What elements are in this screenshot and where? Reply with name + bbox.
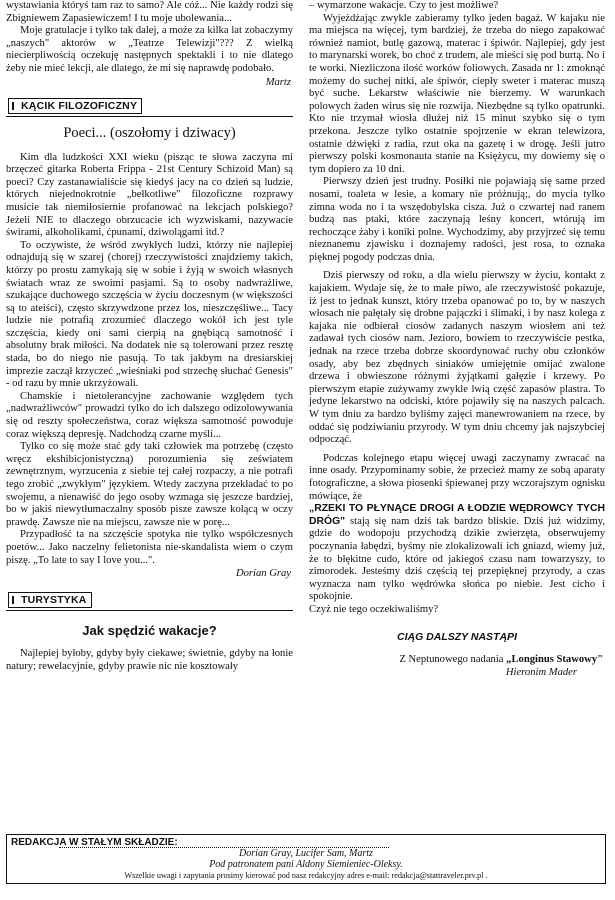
- editorial-contact: Wszelkie uwagi i zapytania prosimy kierować pod nasz redakcyjny adres e-mail: redakcja@stattraveler.prv.pl .: [124, 871, 488, 880]
- section-header-tourism: [6, 590, 293, 611]
- credit-prefix: Z Neptunowego nadania: [399, 653, 504, 665]
- right-column: [309, 0, 605, 679]
- holidays-paragraph-4: Pierwszy dzień jest trudny. Posiłki nie pojawiają się same przed nosami, toaleta w lesie, a komary nie próżnują;, do mycia tylko zimna woda no i ta wszędobylska cisza. Już o czwartej nad ranem budzą nas ptaki, które zaczynają leśny koncert, wtórują im rechoczące żaby i koniki polne. Wychodzimy, aby przyjrzeć się temu nieznanemu zjawisku i doznajemy radości, jest rosa, to oznaka pięknej pogody podczas dnia.: [309, 176, 605, 263]
- section-divider: [6, 610, 293, 611]
- section-tag-philosophy: KĄCIK FILOZOFICZNY: [8, 98, 142, 114]
- poets-paragraph-5: Przypadłość ta na szczęście spotyka nie tylko współczesnych poetów... Jako naczelny felietonista nie-skandalista wiem o czym piszę. „To late to say I love you...".: [6, 529, 293, 566]
- to-be-continued: CIĄG DALSZY NASTĄPI: [397, 630, 517, 643]
- holidays-paragraph-5: Dziś pierwszy od roku, a dla wielu pierwszy w życiu, kontakt z kajakiem. Wydaje się, że to małe piwo, ale rzeczywistość pokazuje, iż jest to jednak kunszt, który trzeba opanować po to, by w naszych włosach nie pałętały się drobne pajączki i ślimaki, i by nasz kolega z kajaka nie odbierał ciosów zadanych naszym wiosłem ani też zadawał tych ciosów nam. Jezioro, bowiem to rzeczywiście pestka, jednak na rzece trzeba dobrze skoordynować ruchy obu członków osady, aby bez zbędnych siniaków umiejętnie omijać zwalone drzewa i obwieszone różnymi żyjątkami gałęzie i krzewy. Po pierwszym etapie zużywamy zwykle lwią część zapasów plastra. To jedyne lekarstwo na odciski, które pojawiły się na naszych palcach. W tym dniu za bardzo byliśmy zajęci manewrowaniem na rzece, by oddać się podziwianiu przyrody. W tym dniu chcemy jak najszybciej odpocząć.: [309, 270, 605, 446]
- editorial-patronage: Pod patronatem pani Aldony Siemieniec-Oleksy.: [209, 859, 403, 870]
- intro-signature: Martz: [265, 76, 291, 88]
- article-title-poets: Poeci... (oszołomy i dziwacy): [63, 124, 236, 141]
- poets-paragraph-2: To oczywiste, że wśród zwykłych ludzi, którzy nie najlepiej odnajdują się w szarej (chorej) rzeczywistości znajdziemy takich, którzy po prostu zamykają się w sobie i żyją w swoich własnych światach wraz ze swoimi pasjami. Są to osoby nadwrażliwe, szukające duchowego szczęścia w życiu doczesnym (w większości są to ateiści), często skrzywdzone przez los, nieszczęśliwe... Tacy ludzie nie potrafią zrozumieć dlaczego wokół ich jest tyle szczęścia, kiedy oni sami cierpią na gnębiącą samotność i absolutny brak miłości. Na dodatek nie są tolerowani przez resztę stada, bo do niego nie pasują. To tak jakbym na dresiarskiej imprezie zaczął krzyczeć „wieśniaki pod strzechę słuchać Genesis" - od razu by mnie ukrzyżowali.: [6, 239, 293, 390]
- poets-paragraph-1: Kim dla ludzkości XXI wieku (pisząc te słowa zaczyna mi brzęczeć gitarka Roberta Frippa - 21st Century Schizoid Man) są poeci? Czy zastanawialiście się kiedyś jacy na co dzień są ludzie, których niejednokrotnie „bełkotliwe" filozoficzne rozprawy musicie tak niemiłosiernie profanować na lekcjach polskiego? Jeżeli NIE to dlaczego obrzucacie ich wyzwiskami, nazywacie świrami, alkoholikami, ćpunami, dziwolągami itd.?: [6, 151, 293, 239]
- section-header-philosophy: [6, 96, 293, 117]
- holidays-paragraph-7: [309, 503, 605, 604]
- song-quote: „RZEKI TO PŁYNĄCE DROGI A ŁODZIE WĘDROWCY TYCH DRÓG": [309, 503, 605, 527]
- article-title-holidays: Jak spędzić wakacje?: [82, 623, 217, 639]
- after-quote-text: stają się nam dziś tak bardzo bliskie. Dziś już widzimy, gdzie do wodopoju przychodzą dzikie zwierzęta, obserwujemy poczynania łabędzi, byśmy nie zlokalizowali ich gniazd, wiemy już, że to błękitne cudo, które od jakiegoś czasu nam towarzyszy, to zimorodek. Jesteśmy dziś częścią tej przepięknej przyrody, a czas wyznacza nam tylko wędrówka słońca po niebie. Jest cicho i spokojnie.: [309, 515, 605, 603]
- poets-signature: Dorian Gray: [235, 568, 291, 580]
- article-author: Hieronim Mader: [505, 666, 577, 678]
- credit-line: [309, 653, 603, 666]
- intro-paragraph-1: wystawiania któryś tam raz to samo? Ale cóż... Nie każdy rodzi się Zbigniewem Zapasiewiczem! I tu moje ubolewania...: [6, 0, 293, 24]
- holidays-paragraph-2: – wymarzone wakacje. Czy to jest możliwe?: [309, 0, 499, 11]
- credit-name: „Longinus Stawowy": [506, 653, 603, 665]
- intro-paragraph-2: Moje gratulacje i tylko tak dalej, a może za kilka lat zobaczymy „naszych" aktorów w „Teatrze Telewizji"??? Z wielką niecierpliwością oczekuję następnych spektakli i to nie dlatego żeby nie mieć lekcji, ale dlatego, że mi się naprawdę podobało.: [6, 25, 293, 74]
- closing-question: Czyż nie tego oczekiwaliśmy?: [309, 603, 439, 615]
- poets-paragraph-4: Tylko co się może stać gdy taki człowiek ma potrzebę (często wręcz ekshibicjonistyczną) porozumienia się zeświatem zewnętrznym, wyrzucenia z siebie tej całej rozpaczy, a nie potrafi tego zrobić „zwykłym" językiem. Wtedy zaczyna przekładać to po swojemu, a nienawiść do jego osoby wzmaga się jeszcze bardziej, bo w jakiś niewytłumaczalny sposób pisze zawsze kolącą w oczy prawdę. Zawsze nie na miejscu, zawsze nie w porę...: [6, 441, 293, 528]
- holidays-paragraph-3: Wyjeżdżając zwykle zabieramy tylko jeden bagaż. W kajaku nie ma miejsca na więcej, tym bardziej, że trzeba do niego zapakować również namiot, butlę gazową, materac i śpiwór. Najlepiej, gdy jest to marynarski worek, bo choć z trudem, ale mieści się pod burtą. No i te worki. Niezliczona ilość worków foliowych. Zasada nr 1: zmoknąć możemy do suchej nitki, ale śpiwór, ciepły sweter i materac muszą być suche. Lekarstw właściwie nie bierzemy. W warunkach polowych żaden wirus się nie rozwija. Niezbędne są tylko opatrunki. Kto nie trzymał wiosła dłużej niż 15 minut szybko się o tym przekona. Jeszcze tylko ostatnie spojrzenie w ekran telewizora, ostatnie dźwięki z radia, rzut oka na gazetę i w drogę. Jeśli jutro pierwszy polski kosmonauta stanie na Księżycu, my dowiemy się o tym dopiero za 10 dni.: [309, 12, 605, 175]
- holidays-paragraph-6: Podczas kolejnego etapu więcej uwagi zaczynamy zwracać na inne osady. Przypominamy sobie, że przecież mamy ze sobą aparaty fotograficzne, a słowa piosenki śpiewanej przy wczorajszym ognisku mówiące, że: [309, 452, 605, 502]
- holidays-paragraph-1: Najlepiej byłoby, gdyby były ciekawe; świetnie, gdyby na łonie natury; rewelacyjnie, gdyby prawie nic nie kosztowały: [6, 648, 293, 672]
- poets-paragraph-3: Chamskie i nietolerancyjne zachowanie względem tych „nadwrażliwców" prowadzi tylko do ich dalszego odizolowywania się od reszty społeczeństwa, coraz większa samotność powoduje coraz większą depresję. Nadchodzą czarne myśli...: [6, 390, 293, 440]
- section-tag-tourism: TURYSTYKA: [8, 592, 92, 608]
- section-divider: [6, 116, 293, 117]
- editorial-heading: REDAKCJA W STAŁYM SKŁADZIE:: [11, 837, 178, 848]
- editorial-members: Dorian Gray, Lucifer Sam, Martz: [239, 848, 373, 859]
- editorial-box: [6, 834, 606, 884]
- left-column: [6, 0, 293, 673]
